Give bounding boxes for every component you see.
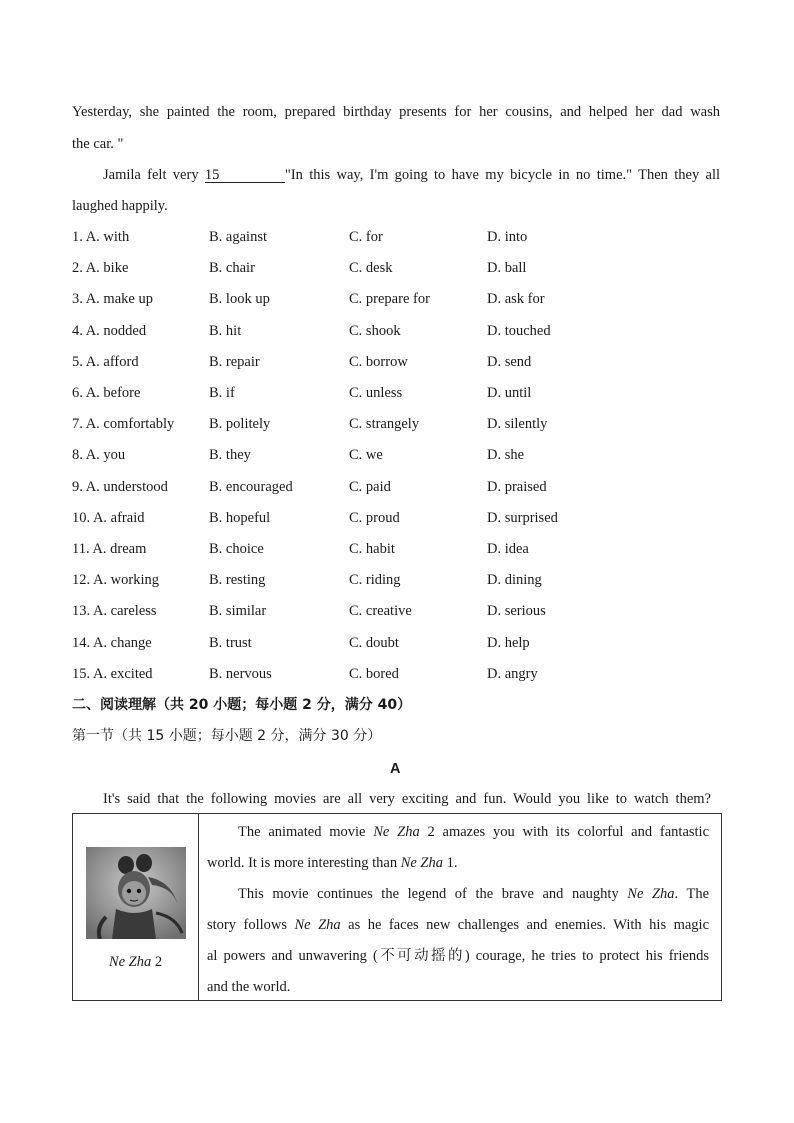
option-c: C. proud [349,509,400,526]
option-a: 13. A. careless [72,603,157,620]
option-d: D. help [487,634,530,651]
option-d: D. touched [487,322,551,339]
option-a: 11. A. dream [72,541,147,557]
option-b: B. resting [209,572,266,589]
option-d: D. idea [487,541,529,557]
option-a: 10. A. afraid [72,509,145,526]
option-row [72,540,712,558]
option-a: 7. A. comfortably [72,416,175,433]
option-row [72,322,712,340]
option-c: C. prepare for [349,291,430,308]
option-b: B. choice [209,541,264,557]
option-d: D. into [487,229,528,245]
option-b: B. look up [209,291,270,308]
passage-line-3-end: "In this way, I'm going to have my bicycle in no time." Then they all [284,167,721,183]
option-row [72,509,712,527]
option-c: C. habit [349,541,395,557]
desc-line-6: and the world. [207,979,291,995]
option-d: D. serious [487,603,546,620]
option-d: D. ask for [487,291,545,308]
part-letter: A [390,761,401,777]
option-a: 8. A. you [72,447,126,464]
option-c: C. riding [349,572,401,589]
option-row [72,478,712,496]
option-row [72,259,712,277]
option-row [72,602,712,620]
option-a: 3. A. make up [72,291,153,308]
movie-title: Ne Zha [400,855,443,871]
option-d: D. angry [487,665,538,682]
option-b: B. against [209,229,267,245]
option-b: B. if [209,385,235,401]
ne-zha-poster-image [86,847,186,939]
movie-title: Ne Zha [627,886,675,902]
subsection-heading: 第一节（共 15 小题；每小题 2 分，满分 30 分） [72,728,382,744]
movie-description-cell [198,813,722,1001]
option-b: B. repair [209,353,260,370]
option-row [72,446,712,464]
desc-text: as he faces new challenges and enemies. With his magic [340,917,710,933]
desc-line-3 [238,885,709,903]
desc-text: 1. [443,855,458,871]
option-b: B. politely [209,416,271,433]
passage-line-2: the car. " [72,136,124,152]
option-a: 15. A. excited [72,665,153,682]
option-d: D. praised [487,478,547,495]
option-c: C. paid [349,478,391,495]
option-c: C. strangely [349,416,420,433]
option-c: C. unless [349,385,403,401]
option-d: D. surprised [487,509,558,526]
desc-text: world. It is more interesting than [207,855,401,871]
option-a: 4. A. nodded [72,322,147,339]
option-row [72,415,712,433]
option-c: C. for [349,229,383,245]
option-d: D. silently [487,416,548,433]
option-a: 6. A. before [72,385,141,401]
option-row [72,665,712,683]
desc-text: . The [674,886,710,902]
option-row [72,384,712,402]
option-a: 14. A. change [72,634,152,651]
option-a: 2. A. bike [72,260,129,277]
option-row [72,634,712,652]
option-b: B. hit [209,322,242,339]
part-intro: It's said that the following movies are all very exciting and fun. Would you like to watch them? [103,791,711,807]
option-b: B. trust [209,634,252,651]
option-row [72,353,712,371]
option-b: B. nervous [209,665,272,682]
passage-line-4: laughed happily. [72,198,168,214]
option-c: C. doubt [349,634,399,651]
option-d: D. dining [487,572,542,589]
desc-line-4 [207,916,709,934]
option-c: C. shook [349,322,401,339]
passage-line-1: Yesterday, she painted the room, prepared birthday presents for her cousins, and helped her dad wash [72,104,720,120]
movie-caption [73,954,198,971]
option-b: B. chair [209,260,255,277]
desc-text: story follows [207,917,295,933]
desc-text: The animated movie [238,824,374,840]
desc-text: 2 amazes you with its colorful and fantastic [419,824,710,840]
option-b: B. encouraged [209,478,293,495]
caption-num: 2 [154,954,163,970]
movie-title: Ne Zha [373,824,420,840]
movie-title: Ne Zha [294,917,341,933]
section-heading: 二、阅读理解（共 20 小题；每小题 2 分，满分 40） [72,697,412,713]
desc-line-5: al powers and unwavering (不可动摇的) courage, he tries to protect his friends [207,948,709,964]
blank-15: 15 [205,168,285,183]
option-d: D. send [487,353,532,370]
option-d: D. until [487,385,532,401]
option-row [72,228,712,246]
option-c: C. bored [349,665,399,682]
option-c: C. desk [349,260,393,277]
desc-line-2 [207,854,709,872]
movie-image-cell [72,813,199,1001]
option-a: 5. A. afford [72,353,139,370]
option-b: B. hopeful [209,509,271,526]
option-b: B. they [209,447,251,464]
option-c: C. creative [349,603,412,620]
option-a: 1. A. with [72,229,130,245]
option-a: 9. A. understood [72,478,168,495]
option-c: C. we [349,447,383,464]
option-row [72,290,712,308]
option-b: B. similar [209,603,267,620]
option-d: D. she [487,447,525,464]
option-d: D. ball [487,260,527,277]
caption-title: Ne Zha [108,954,152,970]
desc-line-1 [238,823,709,841]
option-a: 12. A. working [72,572,159,589]
desc-text: This movie continues the legend of the brave and naughty [238,886,628,902]
passage-line-3-start: Jamila felt very [103,167,199,183]
option-row [72,571,712,589]
option-c: C. borrow [349,353,408,370]
passage-line-3 [103,166,720,184]
